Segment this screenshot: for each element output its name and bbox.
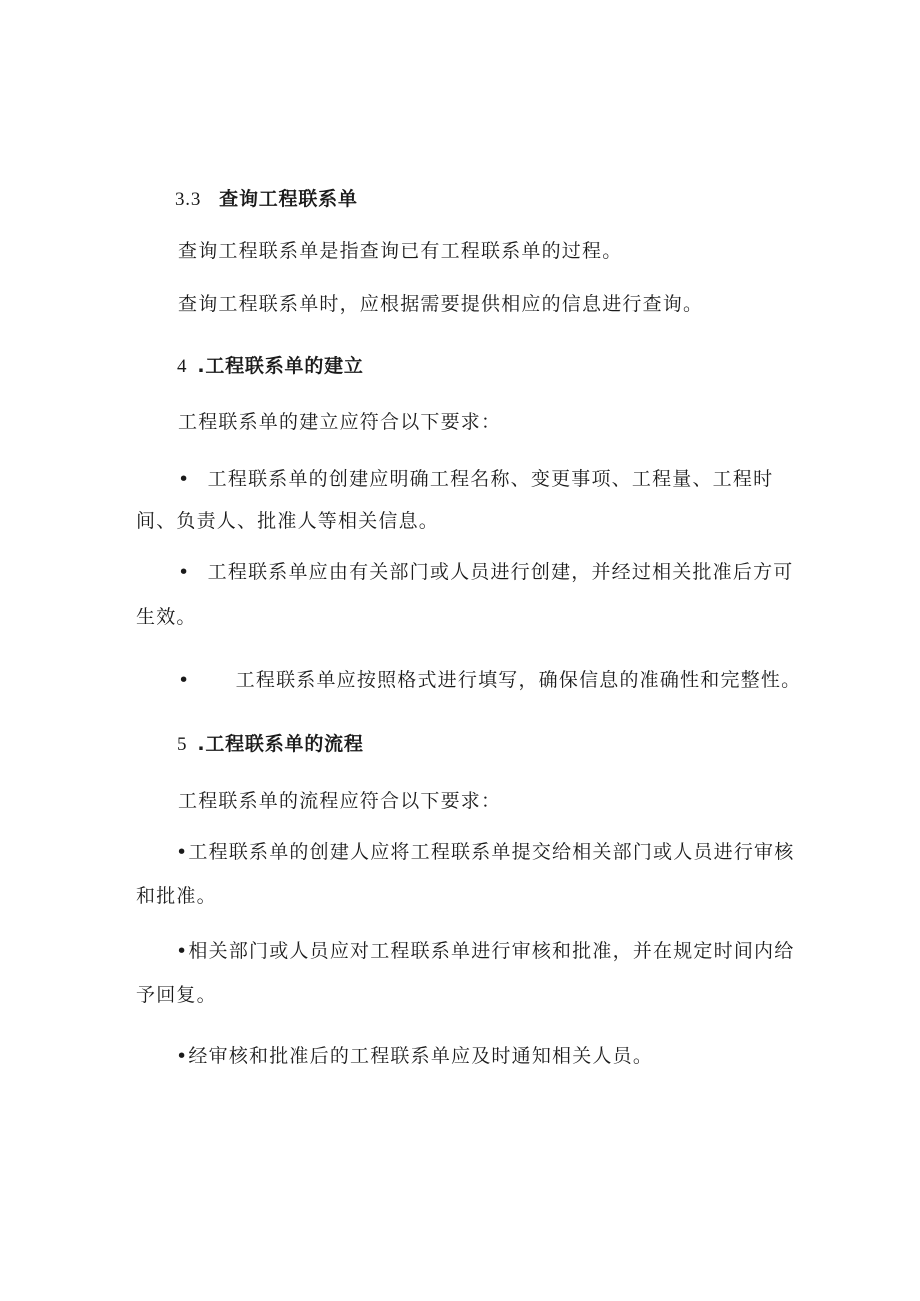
bullet-marker: • (178, 669, 191, 691)
section-intro: 工程联系单的流程应符合以下要求： (178, 790, 502, 812)
list-item-text: 经审核和批准后的工程联系单应及时通知相关人员。 (188, 1045, 654, 1067)
list-item-text: 工程联系单的创建人应将工程联系单提交给相关部门或人员进行审核 (188, 841, 795, 863)
list-item-text: 工程联系单应由有关部门或人员进行创建，并经过相关批准后方可 (207, 561, 794, 583)
paragraph: 查询工程联系单时，应根据需要提供相应的信息进行查询。 (178, 293, 704, 315)
bullet-marker: • (178, 468, 191, 490)
list-item-continuation: 予回复。 (136, 984, 217, 1006)
bullet-marker: • (176, 940, 189, 962)
section-heading-3-3 (175, 187, 358, 212)
section-heading-5 (177, 732, 364, 757)
paragraph: 查询工程联系单是指查询已有工程联系单的过程。 (178, 240, 623, 262)
bullet-marker: • (178, 561, 191, 583)
list-item-continuation: 和批准。 (136, 885, 217, 907)
section-number: 3.3 (175, 189, 202, 210)
list-item (178, 668, 801, 692)
list-item-text: 相关部门或人员应对工程联系单进行审核和批准，并在规定时间内给 (188, 940, 795, 962)
section-number: 5 (177, 734, 188, 755)
list-item (178, 560, 793, 584)
list-item (176, 1044, 653, 1068)
list-item (176, 939, 794, 963)
section-title: .工程联系单的建立 (197, 355, 364, 377)
bullet-marker: • (176, 1045, 189, 1067)
section-heading-4 (177, 354, 364, 379)
list-item-text: 工程联系单应按照格式进行填写，确保信息的准确性和完整性。 (235, 669, 802, 691)
list-item-continuation: 生效。 (136, 606, 197, 628)
section-number: 4 (177, 356, 188, 377)
list-item-continuation: 间、负责人、批准人等相关信息。 (136, 510, 440, 532)
section-title: 查询工程联系单 (219, 188, 358, 210)
list-item (176, 840, 794, 864)
list-item (178, 467, 773, 491)
bullet-marker: • (176, 841, 189, 863)
section-title: .工程联系单的流程 (197, 733, 364, 755)
section-intro: 工程联系单的建立应符合以下要求： (178, 411, 502, 433)
list-item-text: 工程联系单的创建应明确工程名称、变更事项、工程量、工程时 (207, 468, 774, 490)
